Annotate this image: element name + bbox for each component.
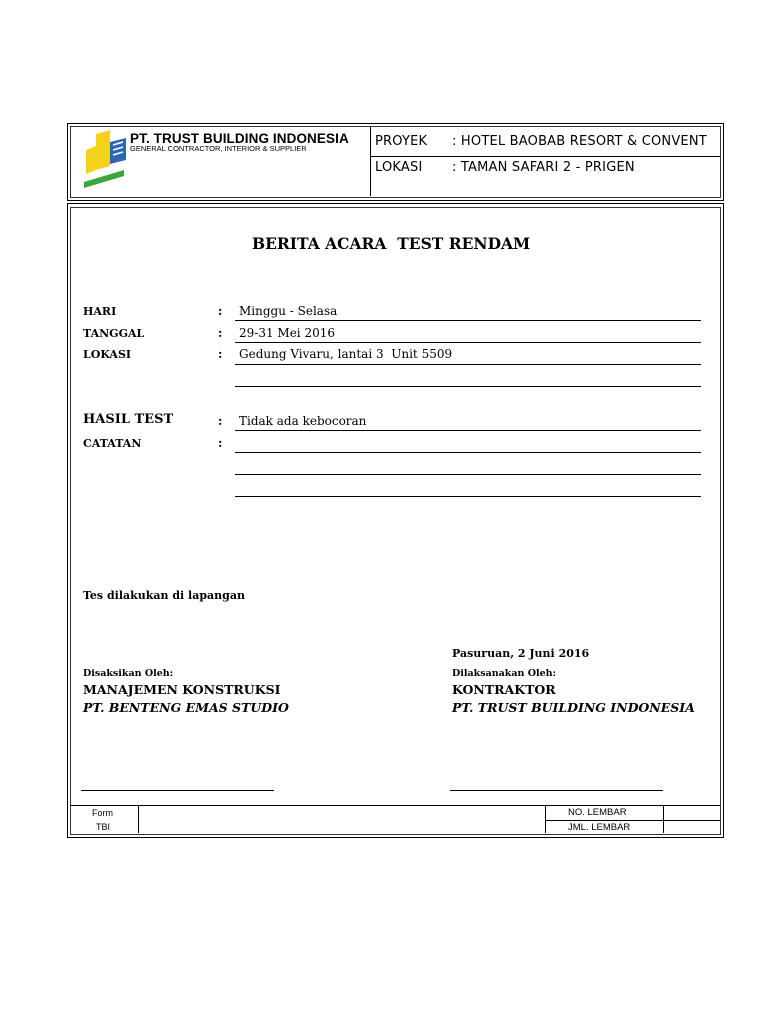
proyek-value: : HOTEL BAOBAB RESORT & CONVENT [452, 134, 707, 149]
test-note: Tes dilakukan di lapangan [83, 589, 245, 602]
hari-underline [235, 320, 701, 321]
footer-top-border [70, 805, 720, 806]
form-label: Form [92, 808, 113, 818]
tanggal-value: 29-31 Mei 2016 [239, 326, 335, 340]
company-name: PT. TRUST BUILDING INDONESIA [130, 131, 349, 146]
right-signature-line [450, 790, 663, 791]
hasil-label: HASIL TEST [83, 412, 174, 427]
header-row-divider [370, 156, 720, 157]
footer-mid-border [545, 820, 720, 821]
catatan-underline-3 [235, 496, 701, 497]
no-lembar-label: NO. LEMBAR [568, 807, 627, 818]
company-tagline: GENERAL CONTRACTOR, INTERIOR & SUPPLIER [130, 144, 307, 153]
lokasi-field-value: Gedung Vivaru, lantai 3 Unit 5509 [239, 347, 453, 361]
left-signature-line [81, 790, 274, 791]
page-title: BERITA ACARA TEST RENDAM [252, 234, 531, 253]
catatan-underline-2 [235, 474, 701, 475]
lokasi-underline-2 [235, 386, 701, 387]
footer-divider-2 [545, 805, 546, 833]
catatan-underline-1 [235, 452, 701, 453]
form-code: TBI [96, 822, 111, 832]
catatan-colon: : [218, 436, 223, 450]
hari-label: HARI [83, 305, 117, 318]
proyek-label: PROYEK [375, 134, 428, 149]
tanggal-underline [235, 342, 701, 343]
lokasi-label: LOKASI [375, 160, 423, 175]
right-signer-org: KONTRAKTOR [452, 682, 556, 697]
header-divider [370, 126, 371, 196]
hasil-colon: : [218, 414, 223, 428]
main-box-inner [70, 207, 721, 835]
left-signer-role: Disaksikan Oleh: [83, 668, 174, 679]
right-signer-role: Dilaksanakan Oleh: [452, 668, 557, 679]
left-signer-company: PT. BENTENG EMAS STUDIO [83, 700, 289, 715]
footer-divider-3 [663, 805, 664, 833]
lokasi-field-colon: : [218, 347, 223, 361]
hari-value: Minggu - Selasa [239, 304, 338, 318]
right-signer-company: PT. TRUST BUILDING INDONESIA [452, 700, 695, 715]
lokasi-underline [235, 364, 701, 365]
tanggal-colon: : [218, 326, 223, 340]
place-date: Pasuruan, 2 Juni 2016 [452, 647, 590, 660]
hasil-underline [235, 430, 701, 431]
hasil-value: Tidak ada kebocoran [239, 414, 367, 428]
catatan-label: CATATAN [83, 437, 142, 450]
left-signer-org: MANAJEMEN KONSTRUKSI [83, 682, 281, 697]
footer-divider-1 [138, 805, 139, 833]
tanggal-label: TANGGAL [83, 327, 145, 340]
lokasi-field-label: LOKASI [83, 348, 132, 361]
lokasi-value: : TAMAN SAFARI 2 - PRIGEN [452, 160, 635, 175]
hari-colon: : [218, 304, 223, 318]
jml-lembar-label: JML. LEMBAR [568, 822, 631, 833]
